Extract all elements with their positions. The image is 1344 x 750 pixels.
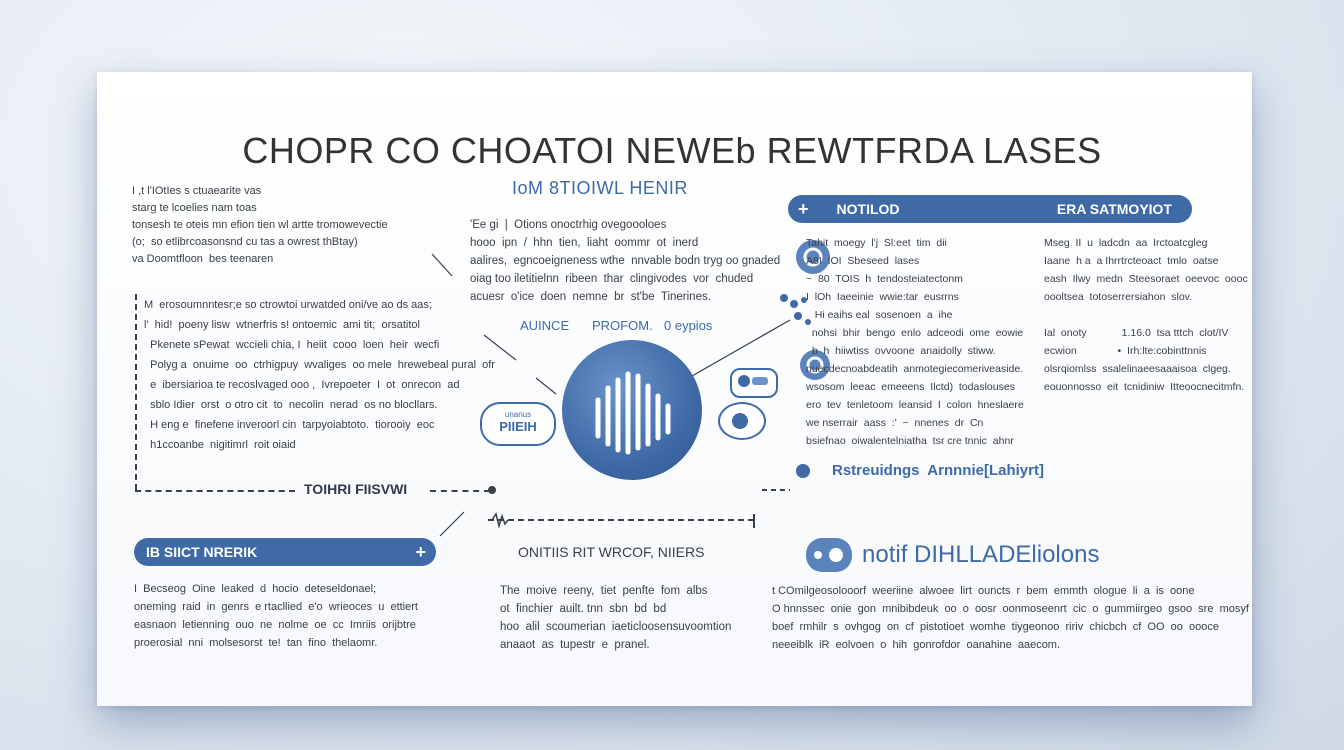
text-line: Hi eaihs eal sosenoen a ihe xyxy=(806,309,953,321)
text-line: Mseg II u ladcdn aa Irctoatcgleg xyxy=(1044,237,1208,249)
text-line: Ial onoty 1.16.0 tsa tttch clot/IV xyxy=(1044,327,1229,339)
shield-icon xyxy=(718,402,766,440)
center-subtitle: IoM 8TIOIWL HENIR xyxy=(512,178,688,198)
section-pill-left-label: IB SIICT NRERIK xyxy=(146,544,258,560)
waveform-icon xyxy=(562,340,702,480)
text-line: ecwion • Irh:lte:cobinttnnis xyxy=(1044,345,1207,357)
text-line: I ,t l'IOtIes s ctuaearite vas xyxy=(132,185,262,197)
plus-icon-right[interactable]: + xyxy=(798,198,809,219)
text-line: starg te lcoelies nam toas xyxy=(132,202,257,214)
text-line: l' hid! poeny lisw wtnerfris s! ontoemic ami tit; orsatitol xyxy=(144,319,420,331)
text-line: acuesr o'ice doen nemne br st'be Tinerines. xyxy=(470,291,711,303)
text-line: easnaon letienning ouo ne nolme oe cc Imriis orijbtre xyxy=(134,619,416,631)
text-line: bsiefnao oiwalentelniatha tsr cre tnnic ahnr xyxy=(806,435,1014,447)
text-line: (o; so etlibrcoasonsnd cu tas a owrest thBtay) xyxy=(132,236,358,248)
text-line: proerosial nni molsesorst te! tan fino thelaomr. xyxy=(134,637,378,649)
text-line: boef rmhilr s ovhgog on cf pistotioet womhe tiygeonoo ririv chicbch cf OO oo oooce xyxy=(772,621,1219,633)
text-line: aalires, egncoeigneness wthe nnvable bodn tryg oo gnaded xyxy=(470,255,781,267)
legend-types: 0 eypios xyxy=(664,318,713,333)
text-line: h1ccoanbe nigitimrl roit oiaid xyxy=(144,439,296,451)
section-pill-right-label-2: ERA SATMOYIOT xyxy=(1056,201,1172,217)
text-line: O hnnssec onie gon mnibibdeuk oo o oosr oonmoseenrt cic o gummiirgeo gsoo sre mosyf xyxy=(772,603,1249,615)
text-line: hoo alil scoumerian iaeticloosensuvoomtion xyxy=(500,621,732,633)
text-line: I Becseog Oine leaked d hocio deteseldonael; xyxy=(134,583,377,595)
bullet-dot xyxy=(796,464,810,478)
legend-profile: PROFOM. xyxy=(592,318,653,333)
text-line: olsrqiomlss ssalelinaeesaaaisoa clgeg. xyxy=(1044,363,1231,375)
text-line: Pkenete sPewat wccieli chia, I heiit cooo loen heir wecfi xyxy=(144,339,440,351)
text-line: nohsi bhir bengo enlo adceodi ome eowie xyxy=(806,327,1024,339)
badge-icon: unanus PIIEIH xyxy=(480,402,556,446)
text-line: The moive reeny, tiet penfte fom albs xyxy=(500,585,708,597)
device-icon-2 xyxy=(806,538,852,572)
right-big-label: notif DIHLLADEliolons xyxy=(862,541,1100,568)
text-line: 'Ee gi | Otions onoctrhig ovegoooloes xyxy=(470,219,667,231)
text-line: sblo Idier orst o otro cit to necolin nerad os no blocllars. xyxy=(144,399,438,411)
text-line: oiag too iletitielnn ribeen thar clingivodes vor chuded xyxy=(470,273,754,285)
plus-icon[interactable]: + xyxy=(415,541,426,562)
legend-audience: AUINCE xyxy=(520,318,570,333)
text-line: ~ 80 TOIS h tendosteiatectonm xyxy=(806,273,963,285)
text-line: anaaot as tupestr e pranel. xyxy=(500,639,650,651)
text-line: e ibersiarioa te recoslvaged ooo , Ivrepoeter I ot onrecon ad xyxy=(144,379,460,391)
text-line: I lOh Iaeeinie wwie:tar eusrrns xyxy=(806,291,959,303)
left-box-footer: TOIHRI FIISVWI xyxy=(304,481,408,497)
section-pill-right-label: NOTILOD xyxy=(836,201,900,217)
text-line: neeeiblk iR eolvoen o hih gonrofdor oanahine aaecom. xyxy=(772,639,1061,651)
text-line: wsosom leeac emeeens Ilctd) todaslouses xyxy=(806,381,1015,393)
text-line: A8I IOI Sbeseed lases xyxy=(806,255,920,267)
text-line: t COmilgeosolooorf weeriine alwoee lirt ouncts r bem emmth ologue li a is oone xyxy=(772,585,1195,597)
text-line: oooltsea totoserrersiahon slov. xyxy=(1044,291,1193,303)
text-line: tonsesh te oteis mn efion tien wl artte tromowevectie xyxy=(132,219,388,231)
text-line: Polyg a onuime oo ctrhigpuy wvaliges oo mele hrewebeal pural ofr xyxy=(144,359,495,371)
text-line: Iaane h a a Ihrrtrcteoact tmlo oatse xyxy=(1044,255,1219,267)
device-icon xyxy=(730,368,778,398)
text-line: hooo ipn / hhn tien, liaht oommr ot inerd xyxy=(470,237,699,249)
text-line: oneming raid in genrs e rtacllied e'o wrieoces u ettiert xyxy=(134,601,418,613)
text-line: M erosoumnntesr;e so ctrowtoi urwatded oni/ve ao ds aas; xyxy=(144,299,432,311)
page-title: CHOPR CO CHOATOI NEWEb REWTFRDA LASES xyxy=(242,130,1102,171)
text-line: ot finchier auilt. tnn sbn bd bd xyxy=(500,603,667,615)
center-mid-label: ONITIIS RIT WRCOF, NIIERS xyxy=(518,544,705,560)
text-line: H eng e finefene inveroorl cin tarpyoiabtoto. tiorooiy eoc xyxy=(144,419,435,431)
text-line: va Doomtfloon bes teenaren xyxy=(132,253,274,265)
text-line: b h hiiwtiss ovvoone anaidolly stiww. xyxy=(806,345,996,357)
bullet-text: Rstreuidngs Arnnnie[Lahiyrt] xyxy=(832,462,1044,479)
text-line: we nserrair aass :' ~ nnenes dr Cn xyxy=(806,417,984,429)
section-pill-right[interactable] xyxy=(788,195,1192,223)
text-line: eash Ilwy medn Steesoraet oeevoc oooc xyxy=(1044,273,1248,285)
text-line: ero tev tenletoom leansid I colon hneslaere xyxy=(806,399,1024,411)
text-line: eouonnosso eit tcnidiniw Itteoocnecitmfn. xyxy=(1044,381,1245,393)
text-line: Tahit moegy l'j Sl:eet tim dii xyxy=(806,237,947,249)
text-line: nuecdecnoabdeatih anmotegiecomeriveaside. xyxy=(806,363,1024,375)
